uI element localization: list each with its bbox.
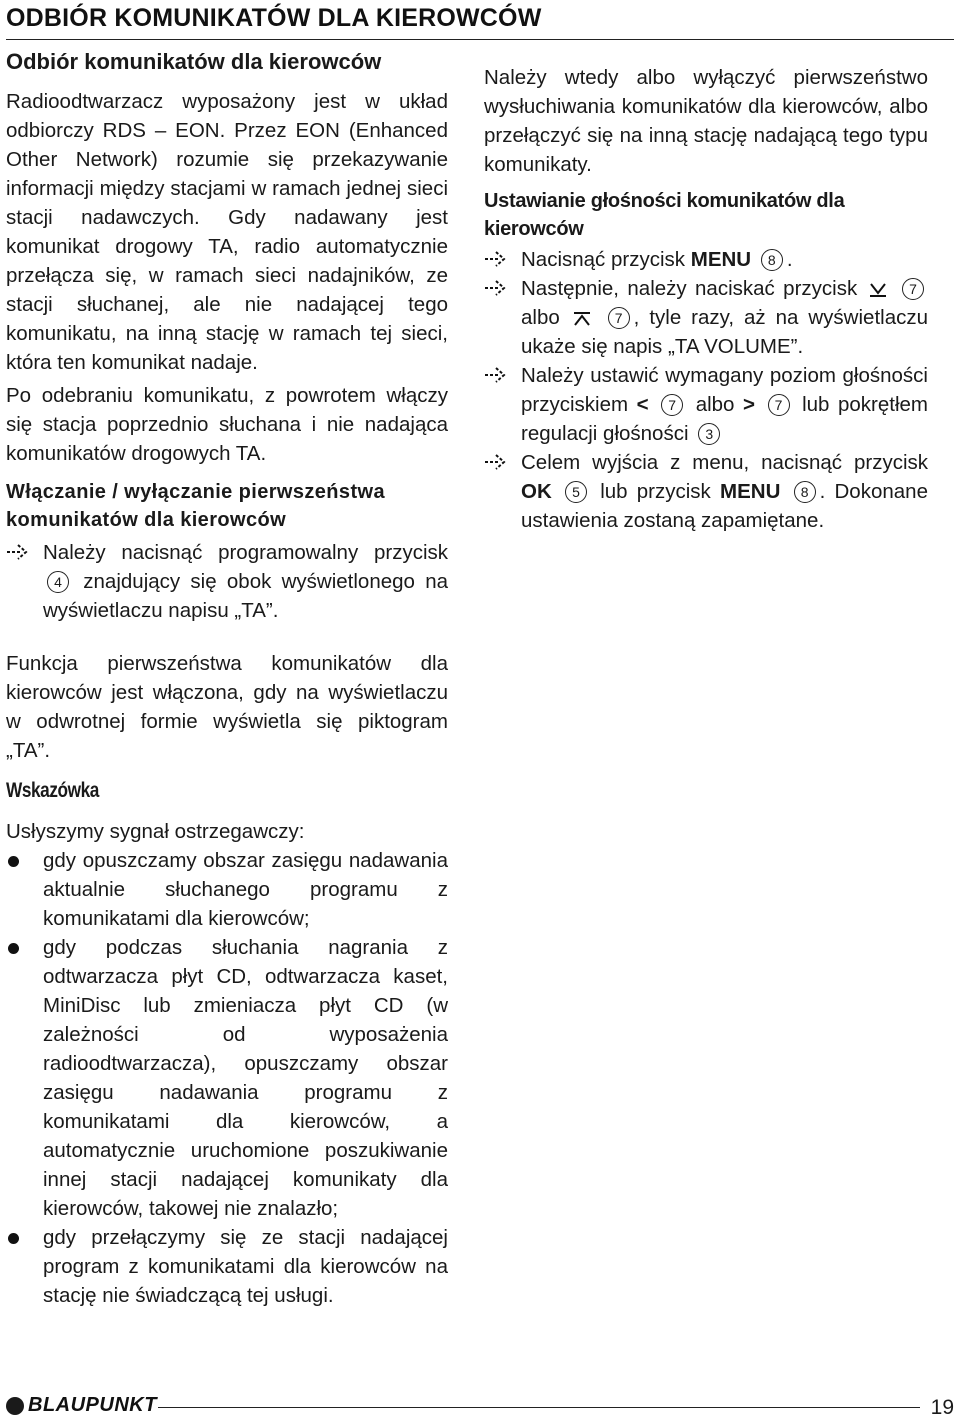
- right-column: [484, 63, 928, 535]
- button-number-8: 8: [794, 481, 816, 503]
- step3-albo: albo: [695, 393, 735, 416]
- brand-name: BLAUPUNKT: [28, 1394, 157, 1416]
- intro-paragraph-2: Po odebraniu komunikatu, z powrotem włączy się stacja poprzednio słuchana i nie nadająca komunikatów drogowych TA.: [6, 383, 448, 465]
- arrow-icon: [484, 453, 506, 471]
- bullet-icon: [8, 856, 19, 867]
- page-number: 19: [930, 1396, 954, 1419]
- page-header-title: ODBIÓR KOMUNIKATÓW DLA KIEROWCÓW: [6, 4, 542, 32]
- toggle-steps: [6, 538, 448, 625]
- volume-steps: [484, 245, 928, 535]
- menu-label: MENU: [690, 248, 752, 271]
- warning-bullet: [6, 933, 448, 1223]
- step4-text-c: . Dokonane ustawienia zostaną zapamiętane.: [521, 480, 928, 532]
- right-intro-paragraph: Należy wtedy albo wyłączyć pierwszeństwo wysłuchiwania komunikatów dla kierowców, albo przełączyć się na inną stację nadającą tego typu komunikaty.: [484, 66, 928, 176]
- warning-intro: Usłyszymy sygnał ostrzegawczy:: [6, 819, 305, 843]
- up-arrow-icon: [572, 310, 592, 328]
- warning-bullets: [6, 846, 448, 1310]
- intro-paragraph-1: Radioodtwarzacz wyposażony jest w układ odbiorczy RDS – EON. Przez EON (Enhanced Other Network) rozumie się przekazywanie informacji między stacjami w ramach jednej sieci stacji nadawczych. Gdy nadawany jest komunikat drogowy TA, radio automatycznie przełącza się, w ramach sieci nadajników, ze stacji słuchanej, ale nie nadającej tego komunikatu, na inną stację w ramach tej sieci, która ten komunikat nadaje.: [6, 89, 448, 374]
- header-rule: [6, 39, 954, 40]
- warning-bullet: [6, 1223, 448, 1310]
- volume-step-3: [484, 361, 928, 448]
- step1-text: Nacisnąć przycisk: [521, 248, 686, 271]
- function-paragraph: Funkcja pierwszeństwa komunikatów dla kierowców jest włączona, gdy na wyświetlaczu w odwrotnej formie wyświetla się piktogram „TA”.: [6, 651, 448, 762]
- bullet-text: gdy podczas słuchania nagrania z odtwarzacza płyt CD, odtwarzacza kaset, MiniDisc lub zmieniacza płyt CD (w zależności od wyposażenia radioodtwarzacza), opuszczamy obszar zasięgu nadawania programu z komunikatami dla kierowców, a automatycznie uruchomione poszukiwanie innej stacji nadającej komunikaty dla kierowców, takowej nie znalazło;: [43, 935, 448, 1220]
- arrow-icon: [484, 279, 506, 297]
- arrow-icon: [484, 250, 506, 268]
- button-number-3: 3: [698, 423, 720, 445]
- bullet-text: gdy opuszczamy obszar zasięgu nadawania aktualnie słuchanego programu z komunikatami dla kierowców;: [43, 848, 448, 930]
- toggle-step-text-a: Należy nacisnąć programowalny przycisk: [43, 540, 448, 564]
- ok-label: OK: [521, 480, 552, 503]
- brand-logo: [6, 1394, 157, 1417]
- volume-title: Ustawianie głośności komunikatów dla kierowców: [484, 190, 845, 240]
- warning-bullet: [6, 846, 448, 933]
- button-number-7: 7: [661, 394, 683, 416]
- left-button-glyph: <: [636, 393, 649, 416]
- volume-step-4: [484, 448, 928, 535]
- toggle-step: [6, 538, 448, 625]
- step4-text-b: lub przycisk: [600, 480, 711, 503]
- down-arrow-icon: [868, 281, 888, 299]
- menu-label: MENU: [720, 480, 781, 503]
- footer-rule: [158, 1407, 920, 1408]
- toggle-title: Włączanie / wyłączanie pierwszeństwa komunikatów dla kierowców: [6, 480, 385, 531]
- bullet-icon: [8, 1233, 19, 1244]
- step2-albo: albo: [521, 306, 560, 329]
- bullet-icon: [8, 943, 19, 954]
- step3-text-b: lub pokrętłem regulacji głośności: [521, 393, 928, 445]
- left-column: [6, 48, 448, 1310]
- step4-text-a: Celem wyjścia z menu, nacisnąć przycisk: [521, 451, 928, 474]
- button-number-7: 7: [768, 394, 790, 416]
- arrow-icon: [484, 366, 506, 384]
- brand-mark-icon: [6, 1397, 24, 1415]
- step1-end: .: [786, 248, 793, 271]
- button-number-8: 8: [761, 249, 783, 271]
- button-number-7: 7: [608, 307, 630, 329]
- right-button-glyph: >: [743, 393, 755, 416]
- step2-text-a: Następnie, należy naciskać przycisk: [521, 277, 858, 300]
- step3-text-a: Należy ustawić wymagany poziom głośności przyciskiem: [521, 364, 928, 416]
- button-number-7: 7: [902, 278, 924, 300]
- volume-step-2: [484, 274, 928, 361]
- button-number-5: 5: [565, 481, 587, 503]
- volume-step-1: [484, 245, 928, 274]
- button-number-4: 4: [47, 571, 69, 593]
- hint-title: Wskazówka: [6, 778, 99, 802]
- toggle-step-text-b: znajdujący się obok wyświetlonego na wyświetlaczu napisu „TA”.: [43, 569, 448, 622]
- arrow-icon: [6, 543, 28, 561]
- bullet-text: gdy przełączymy się ze stacji nadającej program z komunikatami dla kierowców na stację nie świadczącą tej usługi.: [43, 1225, 448, 1307]
- step2-text-b: , tyle razy, aż na wyświetlaczu ukaże się napis „TA VOLUME”.: [521, 306, 928, 358]
- section-title: Odbiór komunikatów dla kierowców: [6, 49, 382, 74]
